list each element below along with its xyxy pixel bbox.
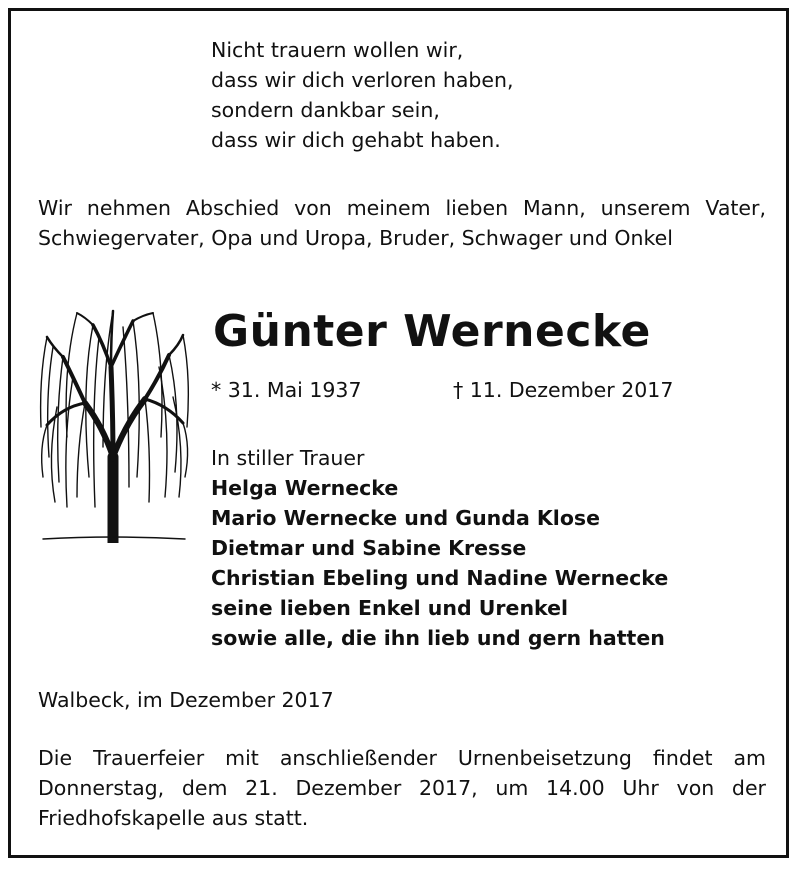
mourner-line: sowie alle, die ihn lieb und gern hatten	[211, 626, 665, 650]
mourning-label: In stiller Trauer	[211, 446, 365, 470]
deceased-name: Günter Wernecke	[213, 306, 651, 357]
poem	[211, 35, 514, 155]
weeping-willow-tree-icon	[33, 307, 193, 543]
poem-line: dass wir dich gehabt haben.	[211, 128, 501, 152]
death-date: † 11. Dezember 2017	[453, 378, 674, 402]
mourner-line: seine lieben Enkel und Urenkel	[211, 596, 569, 620]
mourner-line: Helga Wernecke	[211, 476, 399, 500]
mourner-line: Christian Ebeling und Nadine Wernecke	[211, 566, 669, 590]
birth-date: * 31. Mai 1937	[211, 378, 362, 402]
poem-line: sondern dankbar sein,	[211, 98, 440, 122]
mourner-line: Dietmar und Sabine Kresse	[211, 536, 527, 560]
place-date: Walbeck, im Dezember 2017	[38, 688, 334, 712]
mourners-list	[211, 473, 668, 653]
poem-line: dass wir dich verloren haben,	[211, 68, 514, 92]
poem-line: Nicht trauern wollen wir,	[211, 38, 464, 62]
obituary-frame	[8, 8, 789, 858]
mourner-line: Mario Wernecke und Gunda Klose	[211, 506, 601, 530]
funeral-service-notice: Die Trauerfeier mit anschließender Urnenbeisetzung findet am Donnerstag, dem 21. Dezember 2017, um 14.00 Uhr von der Friedhofskapelle aus statt.	[38, 746, 766, 830]
farewell-text: Wir nehmen Abschied von meinem lieben Mann, unserem Vater, Schwiegervater, Opa und Uropa, Bruder, Schwager und Onkel	[38, 196, 766, 250]
